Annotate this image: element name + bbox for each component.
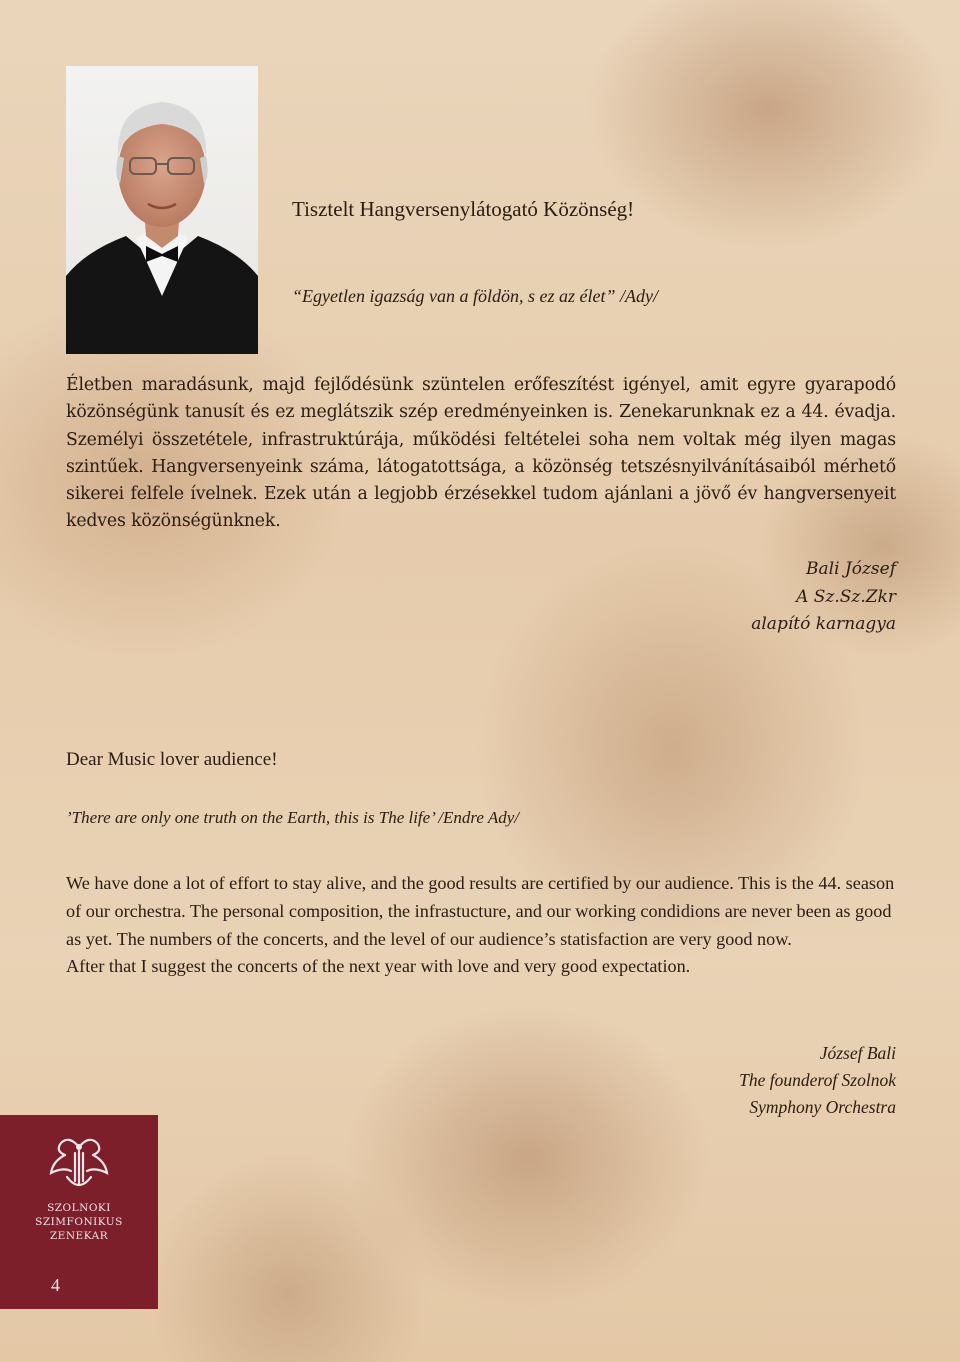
- page-number: 4: [51, 1275, 60, 1295]
- signature-role: alapító karnagya: [751, 614, 896, 634]
- logo-line: SZOLNOKI: [47, 1202, 111, 1214]
- motto-english: ’There are only one truth on the Earth, this is The life’ /Endre Ady/: [66, 808, 519, 827]
- orchestra-logo: [0, 1115, 158, 1309]
- logo-line: SZIMFONIKUS: [35, 1216, 123, 1228]
- greeting-english: Dear Music lover audience!: [66, 749, 278, 770]
- letter-body-hungarian: Életben maradásunk, majd fejlődésünk szüntelen erőfeszítést igényel, amit egyre gyarapodó közönségünk tanusít és ez meglátszik szép eredményeinken is. Zenekarunknak ez a 44. évadja. Személyi összetétele, infrastruktúrája, működési feltételei soha nem voltak még ilyen magas szintűek. Hangversenyeink száma, látogatottsága, a közönség tetszésnyilvánításaiból mérhető sikerei felfele ívelnek. Ezek után a legjobb érzésekkel tudom ajánlani a jövő év hangversenyeit kedves közönségünknek.: [66, 375, 896, 532]
- motto-hungarian: “Egyetlen igazság van a földön, s ez az élet” /Ady/: [292, 286, 658, 306]
- greeting-hungarian: Tisztelt Hangversenylátogató Közönség!: [292, 197, 635, 221]
- logo-line: ZENEKAR: [49, 1230, 109, 1242]
- swan-lyre-icon: [47, 1133, 111, 1199]
- letter-paragraph: We have done a lot of effort to stay alive, and the good results are certified by our audience. This is the 44. season of our orchestra. The personal composition, the infrastucture, and our working condidions are never been as good as yet. The numbers of the concerts, and the level of our audience’s statisfaction are very good now.: [66, 873, 895, 949]
- conductor-portrait: [66, 66, 258, 354]
- logo-wordmark: [0, 1201, 158, 1243]
- signature-english: [739, 1040, 896, 1121]
- letter-body-english: [66, 870, 896, 981]
- signature-hungarian: [751, 556, 896, 639]
- signature-role: The founderof Szolnok: [739, 1070, 896, 1090]
- signature-role: Symphony Orchestra: [749, 1097, 896, 1117]
- signature-name: József Bali: [819, 1043, 896, 1063]
- letter-paragraph: After that I suggest the concerts of the next year with love and very good expectation.: [66, 956, 691, 977]
- signature-name: Bali József: [806, 559, 896, 579]
- signature-org: A Sz.Sz.Zkr: [796, 586, 896, 607]
